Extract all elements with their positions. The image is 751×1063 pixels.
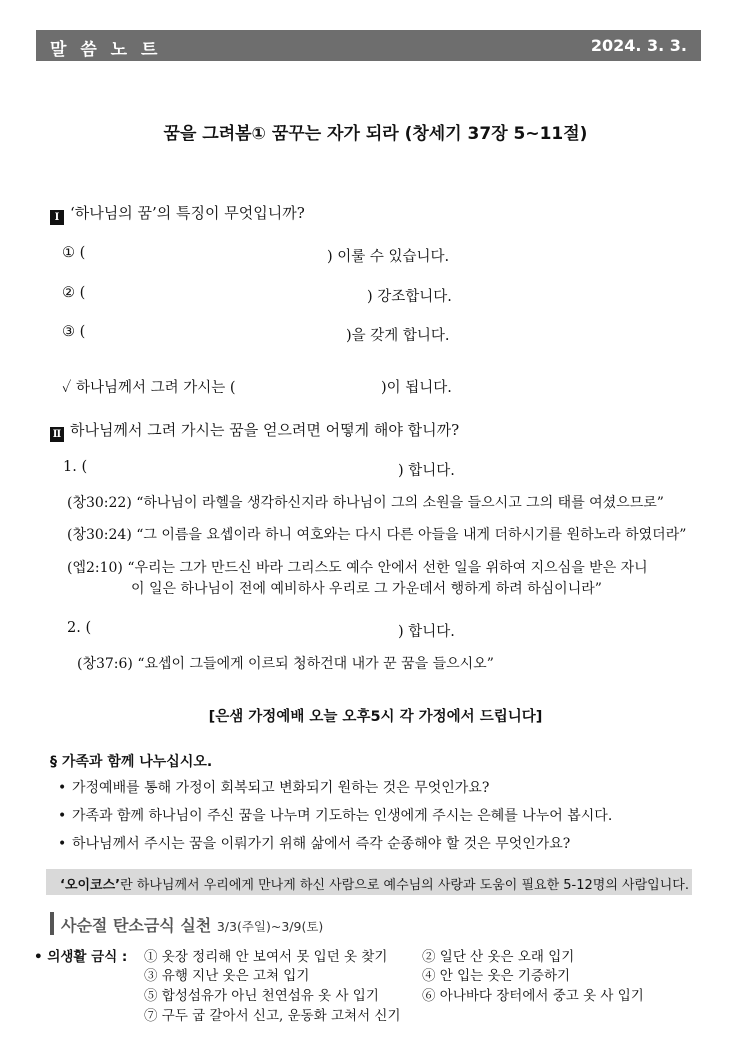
question-1	[50, 202, 305, 225]
bullet-icon: •	[58, 780, 67, 796]
section-marker	[50, 912, 54, 935]
clothing-item-7: ⑦ 구두 굽 갈아서 신고, 운동화 고쳐서 신기	[144, 1008, 401, 1024]
step-1-close: ) 합니다.	[398, 463, 455, 479]
question-1-text: ‘하나님의 꿈’의 특징이 무엇입니까?	[70, 204, 305, 222]
step-2-open: 2. (	[67, 620, 92, 636]
clothing-item-1: ① 옷장 정리해 안 보여서 못 입던 옷 찾기	[144, 949, 388, 965]
header-label: 말 씀 노 트	[50, 40, 162, 60]
verse-eph-2-10-cont: 이 일은 하나님이 전에 예비하사 우리로 그 가운데서 행하게 하려 하심이니라”	[131, 581, 602, 597]
oikos-term: ‘오이코스’	[60, 878, 121, 893]
worship-notice: [은샘 가정예배 오늘 오후5시 각 가정에서 드립니다]	[208, 709, 543, 725]
clothing-item-3: ③ 유행 지난 옷은 고쳐 입기	[144, 968, 310, 984]
question-2-text: 하나님께서 그려 가시는 꿈을 얻으려면 어떻게 해야 합니까?	[70, 421, 460, 439]
blank-item-3-open: ③ (	[62, 324, 86, 340]
header-bar	[36, 30, 701, 61]
clothing-item-5: ⑤ 합성섬유가 아닌 천연섬유 옷 사 입기	[144, 988, 379, 1004]
verse-eph-2-10: (엡2:10) “우리는 그가 만드신 바라 그리스도 예수 안에서 선한 일을 위하여 지으심을 받은 자니	[67, 560, 648, 576]
roman-numeral-2: Ⅱ	[50, 427, 64, 442]
clothing-item-4: ④ 안 입는 옷은 기증하기	[422, 968, 571, 984]
lent-dates: 3/3(주일)~3/9(토)	[216, 919, 324, 934]
question-2	[50, 419, 459, 442]
blank-item-2-close: ) 강조합니다.	[367, 289, 452, 305]
bullet-icon: •	[58, 836, 67, 852]
family-question-3: • 하나님께서 주시는 꿈을 이뤄가기 위해 삶에서 즉각 순종해야 할 것은 무엇인가요?	[58, 836, 571, 852]
verse-gen-30-24: (창30:24) “그 이름을 요셉이라 하니 여호와는 다시 다른 아들을 내게 더하시기를 원하노라 하였더라”	[67, 527, 687, 543]
roman-numeral-1: Ⅰ	[50, 210, 64, 225]
clothing-fast-label: • 의생활 금식 :	[34, 949, 128, 965]
oikos-text: 란 하나님께서 우리에게 만나게 하신 사람으로 예수님의 사랑과 도움이 필요한 5-12명의 사람입니다.	[120, 878, 689, 893]
step-1-open: 1. (	[63, 459, 88, 475]
family-question-1: • 가정예배를 통해 가정이 회복되고 변화되기 원하는 것은 무엇인가요?	[58, 780, 490, 796]
sermon-title: 꿈을 그려봄① 꿈꾸는 자가 되라 (창세기 37장 5~11절)	[163, 124, 588, 144]
lent-title: 사순절 탄소금식 실천 3/3(주일)~3/9(토)	[61, 916, 324, 935]
clothing-item-2: ② 일단 산 옷은 오래 입기	[422, 949, 575, 965]
verse-gen-30-22: (창30:22) “하나님이 라헬을 생각하신지라 하나님이 그의 소원을 들으시고 그의 태를 여셨으므로”	[67, 495, 664, 511]
blank-item-2-open: ② (	[62, 285, 86, 301]
family-question-2: • 가족과 함께 하나님이 주신 꿈을 나누며 기도하는 인생에게 주시는 은혜를 나누어 봅시다.	[58, 808, 613, 824]
header-date: 2024. 3. 3.	[590, 36, 687, 55]
oikos-banner	[46, 869, 692, 895]
blank-item-3-close: )을 갖게 합니다.	[346, 328, 450, 344]
check-item-open: ✓ 하나님께서 그려 가시는 (	[62, 380, 236, 396]
blank-item-1-close: ) 이룰 수 있습니다.	[327, 249, 450, 265]
verse-gen-37-6: (창37:6) “요셉이 그들에게 이르되 청하건대 내가 꾼 꿈을 들으시오”	[77, 656, 494, 672]
family-title: § 가족과 함께 나누십시오.	[50, 754, 213, 770]
bullet-icon: •	[58, 808, 67, 824]
clothing-item-6: ⑥ 아나바다 장터에서 중고 옷 사 입기	[422, 988, 644, 1004]
check-item-close: )이 됩니다.	[381, 380, 452, 396]
blank-item-1-open: ① (	[62, 245, 86, 261]
step-2-close: ) 합니다.	[398, 624, 455, 640]
